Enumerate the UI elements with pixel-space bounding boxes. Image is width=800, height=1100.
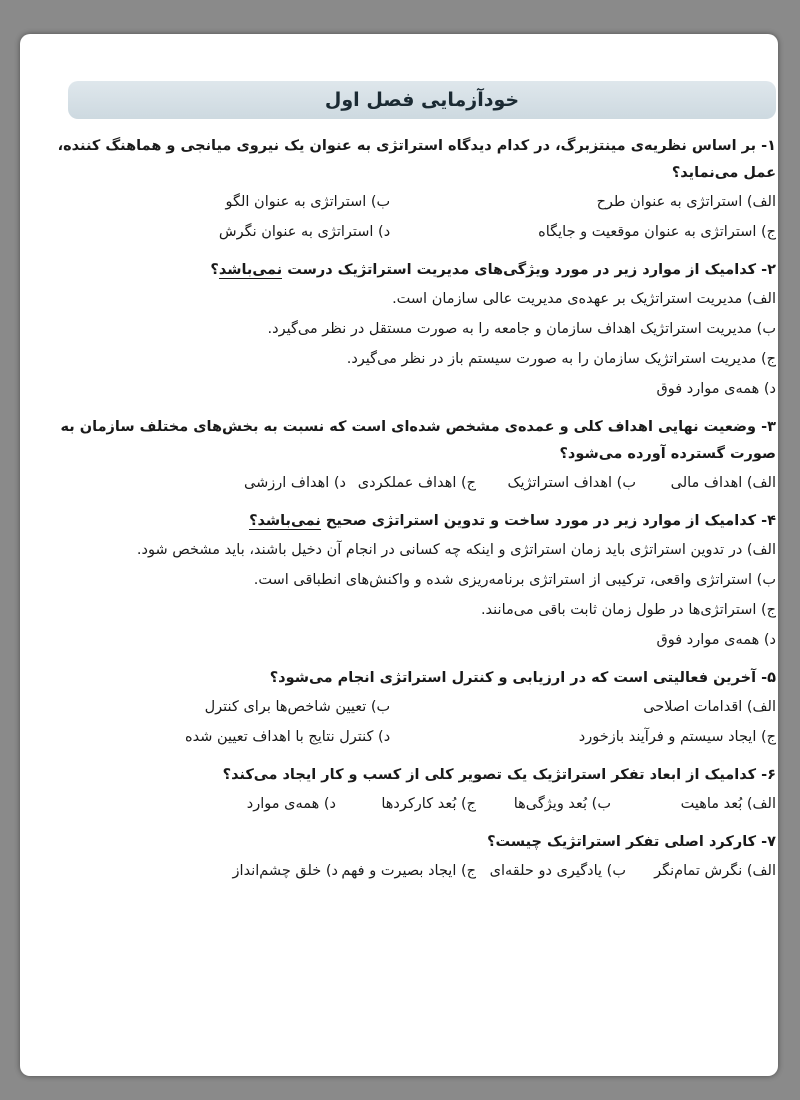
- page-sheet: [20, 34, 778, 1076]
- question-text: ۱- بر اساس نظریه‌ی مینتزبرگ، در کدام دیدگاه استراتژی به عنوان یک نیروی میانجی و هماهنگ کننده، عمل می‌نماید؟: [57, 138, 776, 181]
- option: د) همه‌ی موارد: [246, 796, 336, 812]
- option: ب) یادگیری دو حلقه‌ای: [489, 863, 626, 879]
- option: الف) استراتژی به عنوان طرح: [596, 194, 776, 210]
- question-4: [48, 508, 776, 655]
- question-text: ۶- کدامیک از ابعاد تفکر استراتژیک یک تصویر کلی از کسب و کار ایجاد می‌کند؟: [222, 767, 776, 783]
- question-6: [48, 762, 776, 819]
- question-text: ۷- کارکرد اصلی تفکر استراتژیک چیست؟: [487, 834, 776, 850]
- question-text-part: ۴- کدامیک از موارد زیر در مورد ساخت و تدوین استراتژی صحیح: [320, 513, 776, 529]
- option: ج) مدیریت استراتژیک سازمان را به صورت سیستم باز در نظر می‌گیرد.: [346, 351, 776, 367]
- option: د) کنترل نتایج با اهداف تعیین شده: [185, 729, 391, 745]
- options-row: [48, 187, 776, 217]
- option: د) استراتژی به عنوان نگرش: [218, 224, 391, 240]
- option: الف) در تدوین استراتژی باید زمان استراتژی و اینکه چه کسانی در انجام آن دخیل باشند، باید مشخص شود.: [136, 542, 776, 558]
- options-row: [48, 722, 776, 752]
- question-1: [48, 133, 776, 247]
- question-text: [48, 257, 776, 284]
- question-3: [48, 414, 776, 498]
- option: الف) نگرش تمام‌نگر: [654, 863, 776, 879]
- option: ج) اهداف عملکردی: [357, 475, 476, 491]
- options-row: [48, 468, 776, 498]
- question-text: [48, 508, 776, 535]
- option: د) خلق چشم‌انداز: [232, 863, 338, 879]
- option: ج) ایجاد سیستم و فرآیند بازخورد: [578, 729, 776, 745]
- option: ب) مدیریت استراتژیک اهداف سازمان و جامعه را به صورت مستقل در نظر می‌گیرد.: [267, 321, 776, 337]
- question-7: [48, 829, 776, 886]
- underlined-word: نمی‌باشد؟: [249, 513, 321, 529]
- option: الف) اقدامات اصلاحی: [643, 699, 776, 715]
- option: د) اهداف ارزشی: [244, 475, 346, 491]
- question-text: ۵- آخرین فعالیتی است که در ارزیابی و کنترل استراتژی انجام می‌شود؟: [269, 670, 776, 686]
- option: ب) تعیین شاخص‌ها برای کنترل: [204, 699, 391, 715]
- option: الف) مدیریت استراتژیک بر عهده‌ی مدیریت عالی سازمان است.: [392, 291, 776, 307]
- option: الف) بُعد ماهیت: [680, 796, 776, 812]
- option: د) همه‌ی موارد فوق: [656, 381, 776, 397]
- question-text: ۳- وضعیت نهایی اهداف کلی و عمده‌ی مشخص شده‌ای است که نسبت به بخش‌های مختلف سازمان به صورت گسترده آورده می‌شود؟: [60, 419, 776, 462]
- question-text-part: ۲- کدامیک از موارد زیر در مورد ویژگی‌های مدیریت استراتژیک درست: [282, 262, 776, 278]
- question-5: [48, 665, 776, 752]
- option: ج) بُعد کارکردها: [381, 796, 476, 812]
- options-row: [48, 217, 776, 247]
- question-2: [48, 257, 776, 404]
- options-row: [48, 789, 776, 819]
- question-text-part: ؟: [210, 262, 219, 278]
- quiz-content: [48, 81, 776, 886]
- options-row: [48, 856, 776, 886]
- option: د) همه‌ی موارد فوق: [656, 632, 776, 648]
- page-title: خودآزمایی فصل اول: [68, 81, 776, 119]
- option: الف) اهداف مالی: [670, 475, 776, 491]
- option: ج) استراتژی‌ها در طول زمان ثابت باقی می‌مانند.: [480, 602, 776, 618]
- underlined-word: نمی‌باشد: [218, 262, 283, 278]
- option: ب) بُعد ویژگی‌ها: [513, 796, 611, 812]
- options-row: [48, 692, 776, 722]
- option: ب) استراتژی واقعی، ترکیبی از استراتژی برنامه‌ریزی شده و واکنش‌های انطباقی است.: [253, 572, 776, 588]
- option: ج) ایجاد بصیرت و فهم: [341, 863, 476, 879]
- option: ج) استراتژی به عنوان موقعیت و جایگاه: [538, 224, 776, 240]
- option: ب) استراتژی به عنوان الگو: [225, 194, 391, 210]
- option: ب) اهداف استراتژیک: [507, 475, 636, 491]
